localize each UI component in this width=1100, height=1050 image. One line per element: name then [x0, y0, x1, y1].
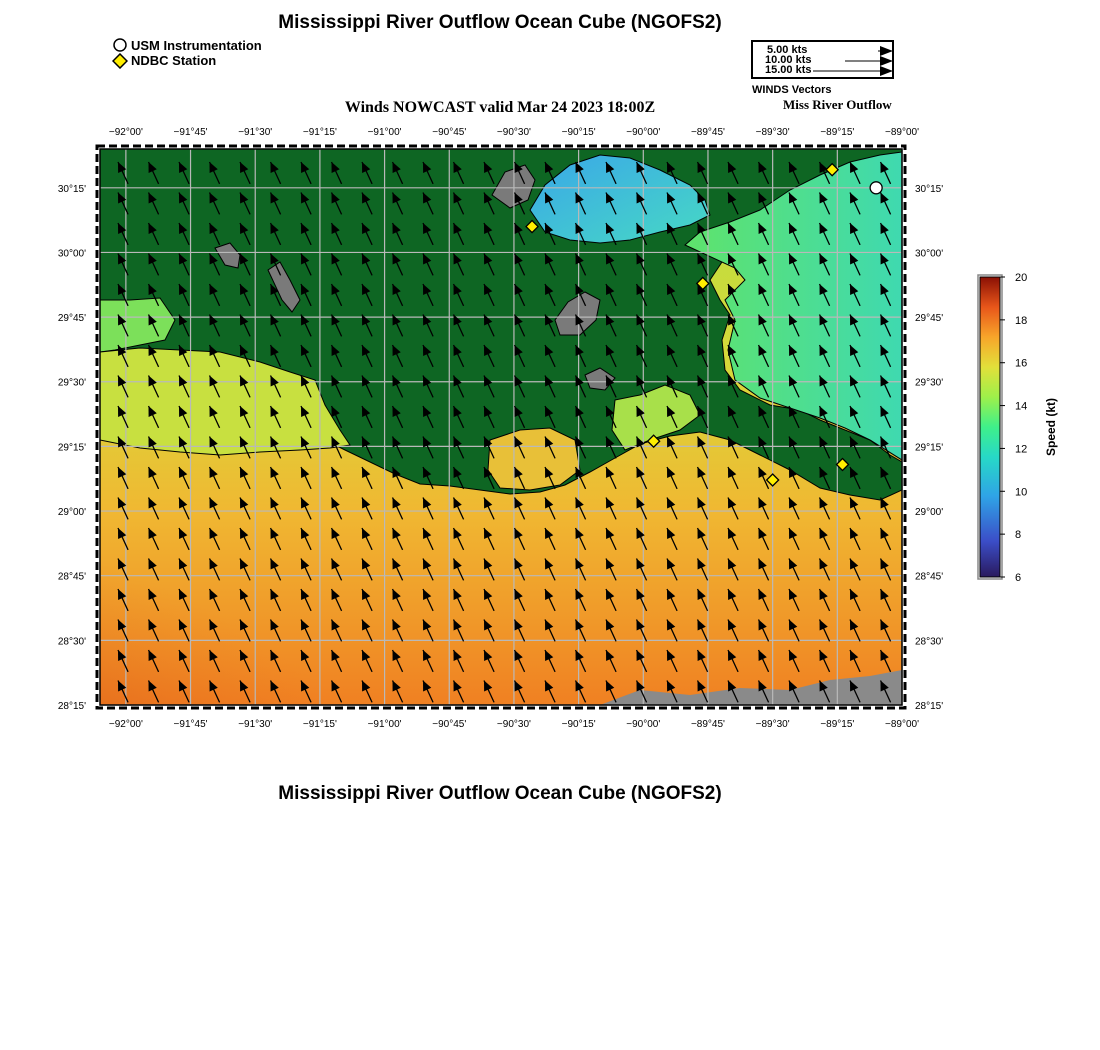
lon-tick-label-bottom: −91°45'	[173, 719, 208, 730]
lon-tick-label-bottom: −92°00'	[108, 719, 143, 730]
lon-tick-label-top: −91°15'	[302, 127, 337, 138]
lat-tick-label-left: 29°00'	[57, 507, 86, 519]
lat-tick-label-right: 29°15'	[915, 442, 944, 454]
main-title-top: Mississippi River Outflow Ocean Cube (NGOFS2)	[278, 12, 722, 33]
map-plot-area	[0, 149, 902, 905]
main-title-bottom: Mississippi River Outflow Ocean Cube (NGOFS2)	[278, 783, 722, 804]
lon-tick-label-top: −89°15'	[820, 127, 855, 138]
lat-tick-label-left: 28°45'	[57, 571, 86, 583]
lon-tick-label-bottom: −90°15'	[561, 719, 596, 730]
lat-tick-label-left: 30°15'	[57, 183, 86, 195]
lon-tick-label-top: −90°45'	[432, 127, 467, 138]
vector-legend-caption: WINDS Vectors	[752, 84, 832, 96]
lon-tick-label-top: −91°00'	[367, 127, 402, 138]
lat-tick-label-left: 29°15'	[57, 442, 86, 454]
lon-tick-label-bottom: −91°00'	[367, 719, 402, 730]
lon-tick-label-top: −89°00'	[885, 127, 919, 138]
lon-tick-label-bottom: −91°30'	[238, 719, 273, 730]
lat-tick-label-left: 29°45'	[57, 313, 86, 325]
lon-tick-label-top: −89°45'	[690, 127, 725, 138]
lat-tick-label-left: 28°15'	[57, 701, 86, 712]
ndbc-legend-label: NDBC Station	[131, 53, 217, 68]
colorbar-tick-label: 6	[1015, 572, 1022, 584]
lon-tick-label-top: −90°15'	[561, 127, 596, 138]
colorbar	[980, 277, 1000, 577]
colorbar-tick-label: 12	[1015, 443, 1028, 456]
usm-legend-label: USM Instrumentation	[131, 37, 262, 53]
colorbar-ticks	[1000, 272, 1027, 584]
colorbar-tick-label: 20	[1015, 272, 1028, 284]
lon-tick-label-top: −92°00'	[108, 127, 143, 138]
lat-tick-label-left: 29°30'	[57, 377, 86, 389]
map-title: Winds NOWCAST valid Mar 24 2023 18:00Z	[344, 99, 656, 116]
lat-tick-label-right: 28°30'	[915, 636, 944, 648]
lat-tick-label-right: 28°45'	[915, 571, 944, 583]
terrebonne-water	[488, 428, 580, 490]
lat-tick-label-right: 29°30'	[915, 377, 944, 389]
colorbar-tick-label: 14	[1015, 400, 1028, 413]
lon-tick-label-top: −91°45'	[173, 127, 208, 138]
lon-tick-label-bottom: −89°00'	[885, 719, 919, 730]
colorbar-tick-label: 8	[1015, 529, 1022, 542]
colorbar-tick-label: 16	[1015, 357, 1028, 370]
lon-tick-label-top: −90°30'	[496, 127, 531, 138]
lon-tick-label-bottom: −90°45'	[432, 719, 467, 730]
lat-tick-label-right: 30°00'	[915, 248, 944, 260]
lat-tick-label-left: 28°30'	[57, 636, 86, 648]
lon-tick-label-top: −90°00'	[626, 127, 661, 138]
colorbar-tick-label: 18	[1015, 314, 1028, 327]
vector-legend-row-1: 5.00 kts	[767, 44, 808, 56]
vector-legend-row-3: 15.00 kts	[765, 64, 812, 76]
colorbar-tick-label: 10	[1015, 486, 1028, 499]
colorbar-label: Speed (kt)	[1044, 397, 1058, 457]
lon-tick-label-bottom: −89°45'	[690, 719, 725, 730]
lat-tick-label-left: 30°00'	[57, 248, 86, 260]
lat-tick-label-right: 30°15'	[915, 183, 944, 195]
lat-tick-label-right: 28°15'	[915, 701, 944, 712]
lon-tick-label-top: −89°30'	[755, 127, 790, 138]
lat-tick-label-right: 29°45'	[915, 313, 944, 325]
lon-tick-label-bottom: −90°00'	[626, 719, 661, 730]
lon-tick-label-top: −91°30'	[238, 127, 273, 138]
map-subtitle: Miss River Outflow	[783, 97, 892, 112]
usm-station-marker[interactable]	[870, 182, 882, 194]
lon-tick-label-bottom: −91°15'	[302, 719, 337, 730]
lon-tick-label-bottom: −89°15'	[820, 719, 855, 730]
vector-legend-row-2: 10.00 kts	[765, 54, 812, 66]
lon-tick-label-bottom: −90°30'	[496, 719, 531, 730]
lon-tick-label-bottom: −89°30'	[755, 719, 790, 730]
lat-tick-label-right: 29°00'	[915, 507, 944, 519]
